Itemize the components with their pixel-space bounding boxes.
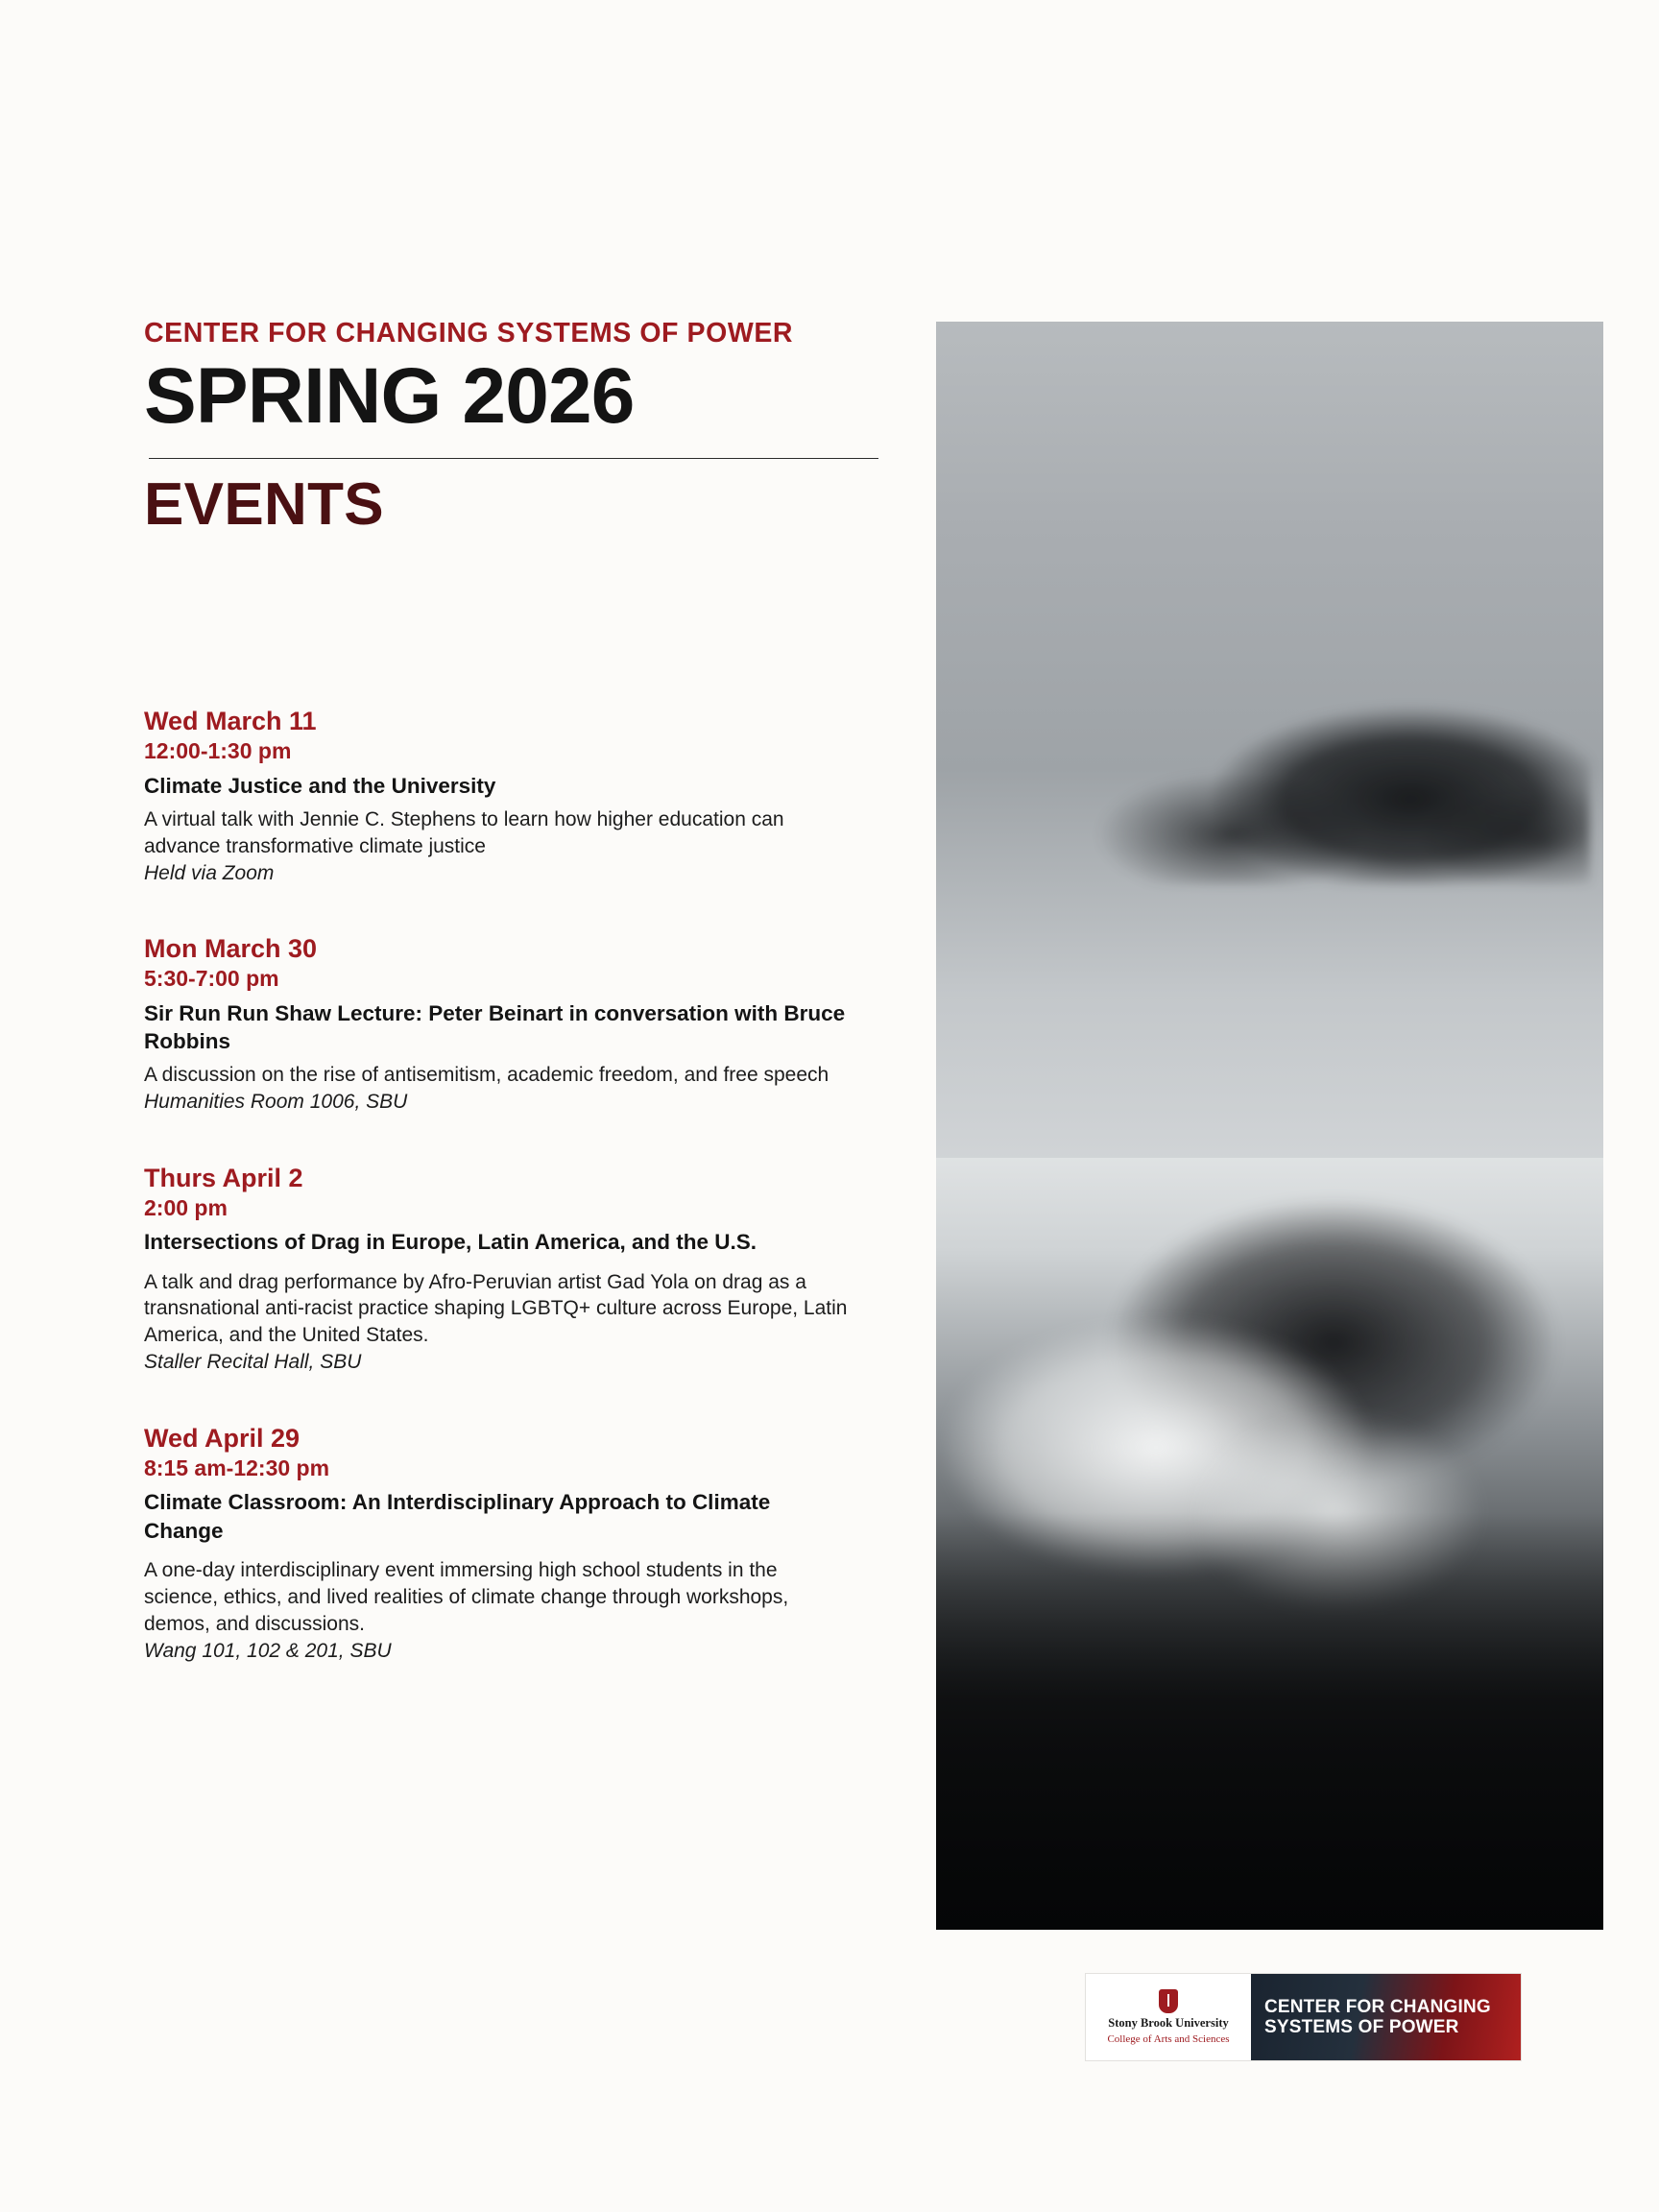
event-item [144,1163,854,1377]
photo-shadow-layer [936,1512,1603,1931]
shield-icon [1159,1989,1178,2013]
event-description: A discussion on the rise of antisemitism, academic freedom, and free speech [144,1064,830,1087]
event-location: Wang 101, 102 & 201, SBU [144,1639,392,1662]
stony-brook-logo [1086,1974,1251,2060]
event-description: A one-day interdisciplinary event immersing high school students in the science, ethics, and lived realities of climate change through workshops, demos, and discussions. [144,1558,789,1635]
center-logo [1251,1974,1521,2060]
event-time: 8:15 am-12:30 pm [144,1455,330,1480]
event-description: A virtual talk with Jennie C. Stephens to learn how higher education can advance transformative climate justice [144,807,784,857]
event-title: Sir Run Run Shaw Lecture: Peter Beinart in conversation with Bruce Robbins [144,1000,846,1054]
center-logo-line2: SYSTEMS OF POWER [1264,2017,1459,2037]
section-heading: EVENTS [144,471,384,539]
event-date: Mon March 30 [144,934,318,964]
event-description: A talk and drag performance by Afro-Peruvian artist Gad Yola on drag as a transnational anti-racist practice shaping LGBTQ+ culture across Europe, Latin America, and the United States. [144,1270,848,1347]
university-name: Stony Brook University [1108,2016,1229,2031]
event-location: Held via Zoom [144,861,275,884]
college-name: College of Arts and Sciences [1107,2032,1230,2045]
event-date: Thurs April 2 [144,1163,303,1192]
event-time: 12:00-1:30 pm [144,737,292,763]
organization-kicker: CENTER FOR CHANGING SYSTEMS OF POWER [144,318,794,349]
event-date: Wed March 11 [144,707,317,735]
event-time: 5:30-7:00 pm [144,966,279,992]
event-location: Staller Recital Hall, SBU [144,1351,362,1374]
center-logo-line1: CENTER FOR CHANGING [1264,1996,1491,2017]
poster-header [144,317,883,538]
season-title: SPRING 2026 [144,352,635,441]
event-item [144,933,854,1116]
event-item [144,1423,854,1665]
ocean-photograph [936,322,1603,1930]
events-list [144,706,854,1665]
event-location: Humanities Room 1006, SBU [144,1091,408,1114]
event-title: Intersections of Drag in Europe, Latin America, and the U.S. [144,1230,757,1255]
event-item [144,706,854,887]
event-date: Wed April 29 [144,1423,301,1453]
event-time: 2:00 pm [144,1194,228,1220]
header-divider [149,458,878,459]
event-title: Climate Justice and the University [144,773,496,798]
event-title: Climate Classroom: An Interdisciplinary Approach to Climate Change [144,1490,771,1543]
logo-lockup [1085,1973,1522,2061]
photo-ridge-layer [950,660,1590,885]
